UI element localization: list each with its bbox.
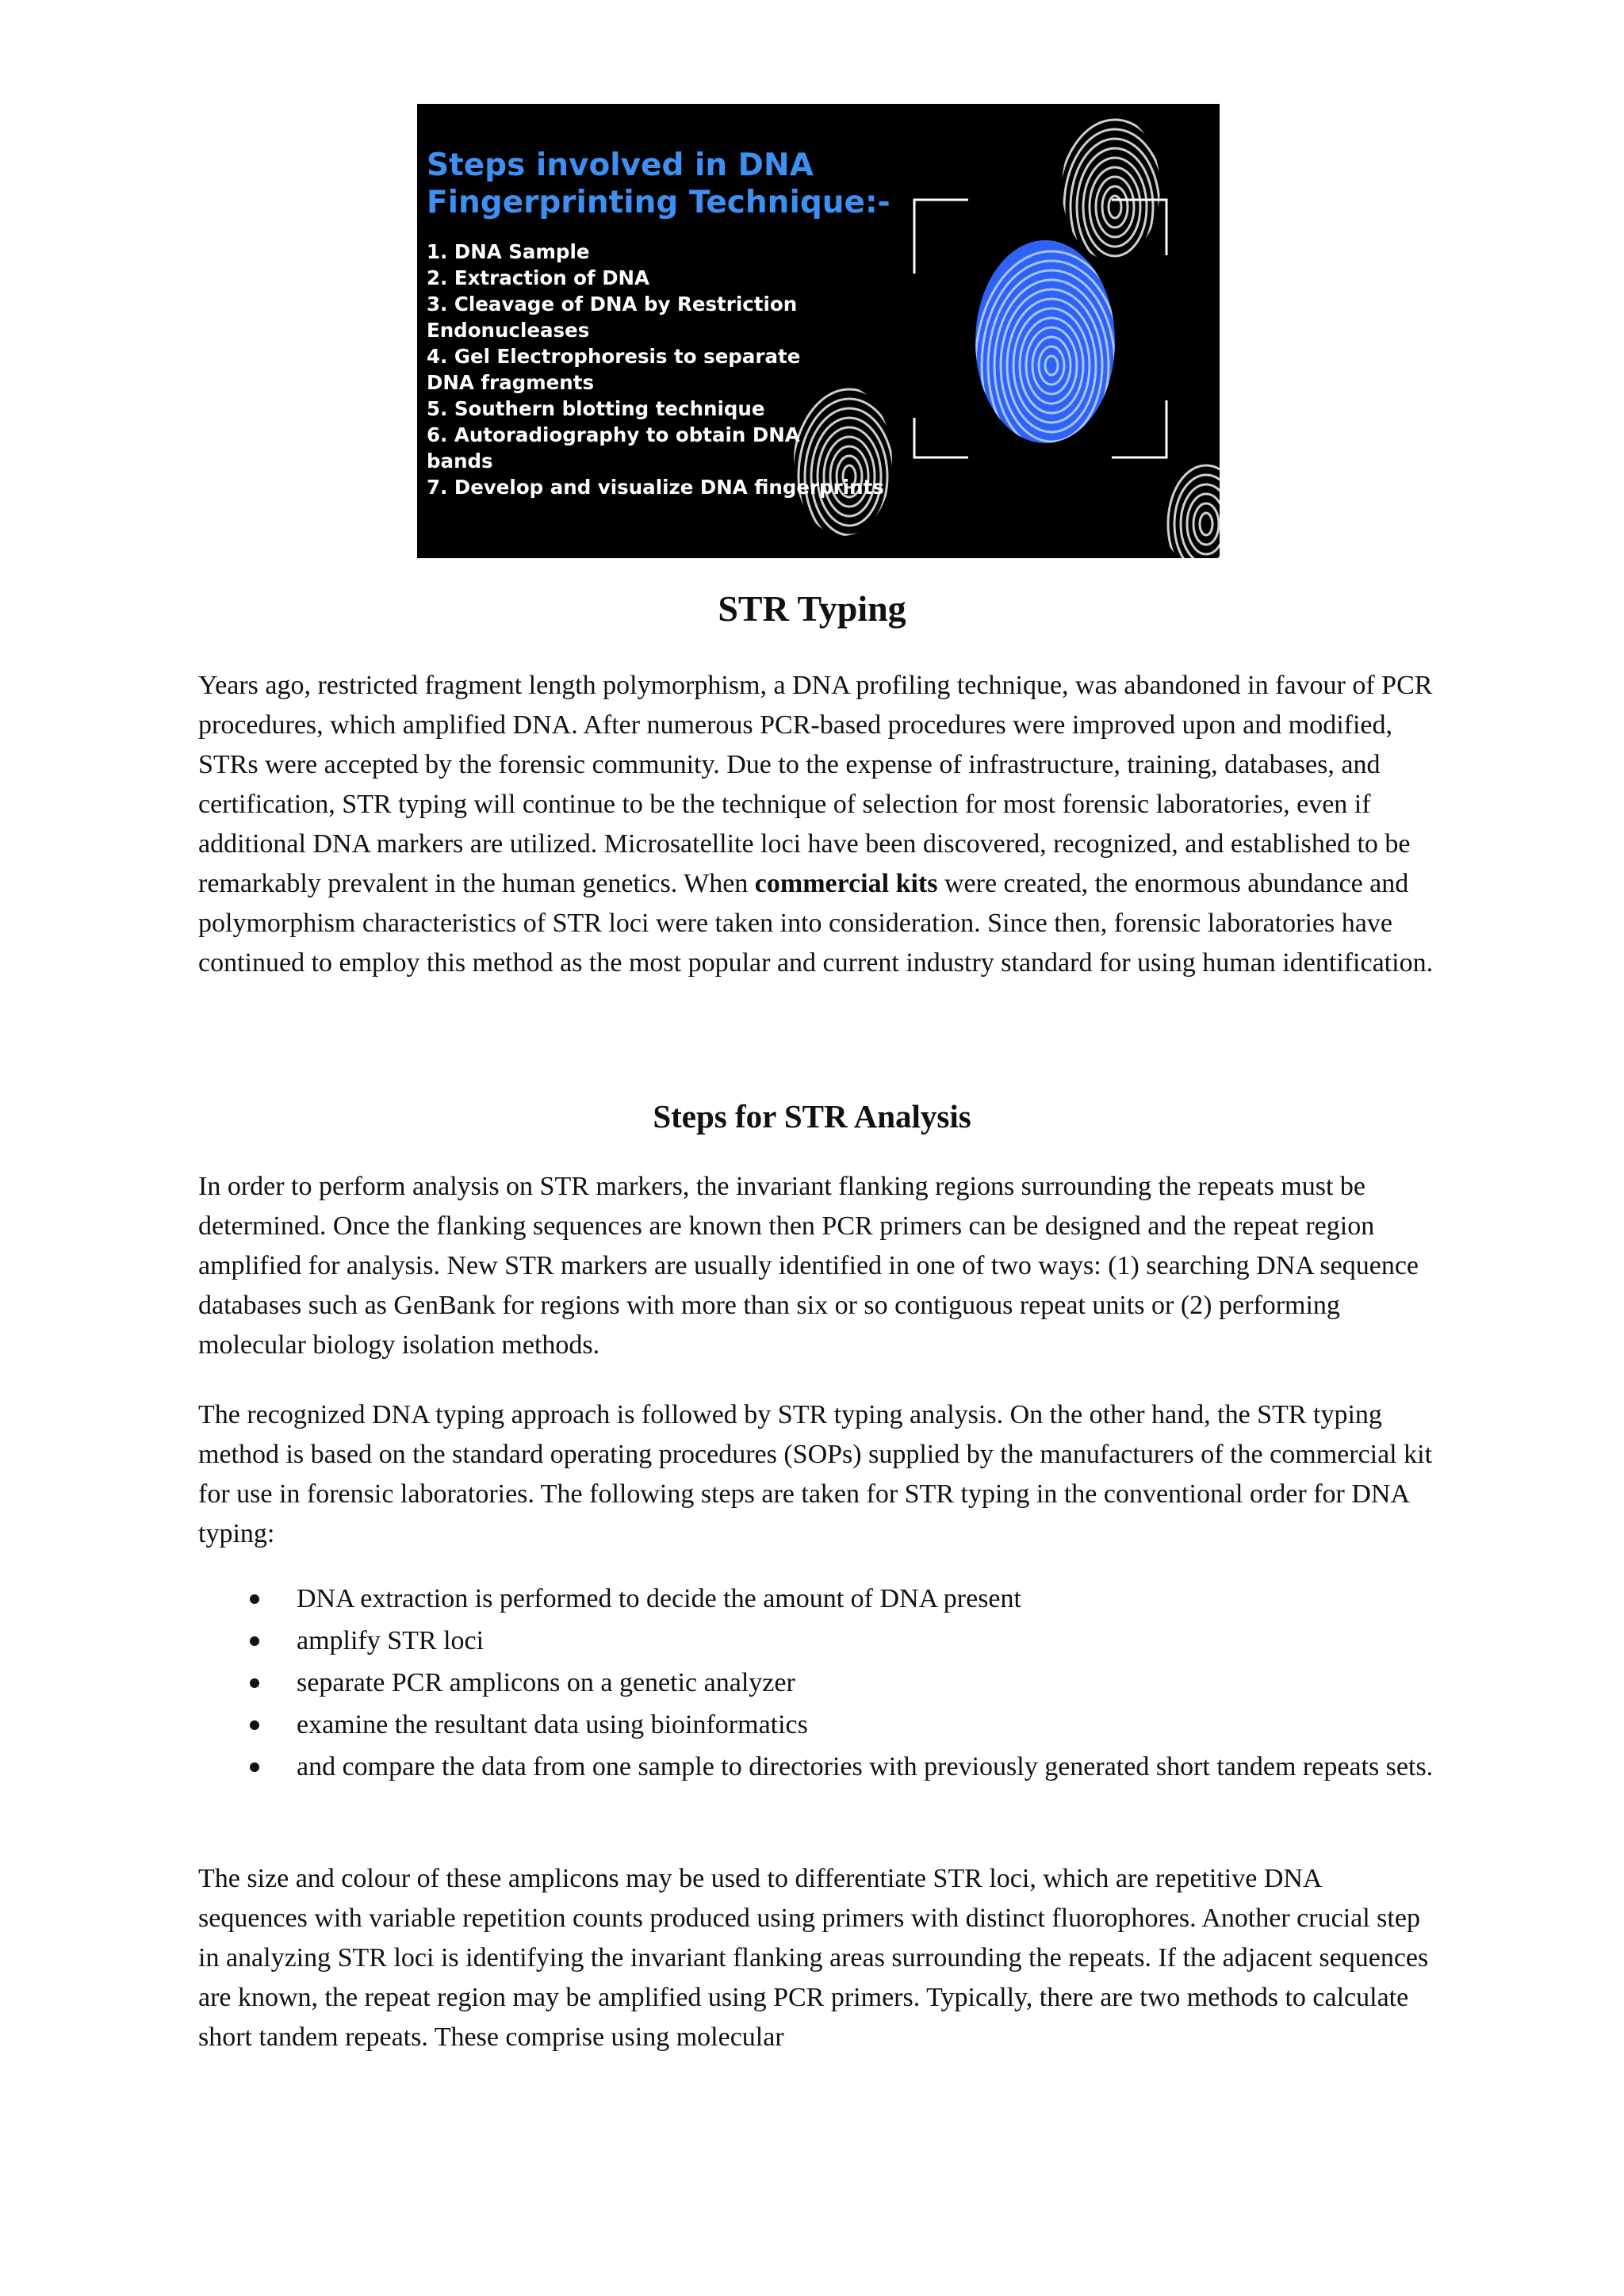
analysis-paragraph-2: The recognized DNA typing approach is followed by STR typing analysis. On the other hand, the STR typing method is based on the standard operating procedures (SOPs) supplied by the manufacturers of the commercial kit for use in forensic laboratories. The following steps are taken for STR typing in the conventional order for DNA typing: (198, 1400, 1433, 1548)
banner-title-line: Steps involved in DNA (427, 147, 814, 183)
gray-fingerprint-icon (1168, 465, 1220, 558)
banner-title (427, 147, 891, 221)
list-item-text: examine the resultant data using bioinformatics (297, 1710, 808, 1739)
str-typing-heading: STR Typing (718, 588, 906, 629)
banner-step: 4. Gel Electrophoresis to separate (427, 345, 801, 368)
bullet-icon (250, 1720, 259, 1730)
analysis-paragraph-3: The size and colour of these amplicons may be used to differentiate STR loci, which are repetitive DNA sequences with variable repetition counts produced using primers with distinct fluorophores. Another crucial step in analyzing STR loci is identifying the invariant flanking areas surrounding the repeats. If the adjacent sequences are known, the repeat region may be amplified using PCR primers. Typically, there are two methods to calculate short tandem repeats. These comprise using molecular (198, 1864, 1429, 2052)
banner-step: DNA fragments (427, 371, 595, 394)
str-typing-paragraph (198, 666, 1435, 983)
list-item-text: and compare the data from one sample to directories with previously generated short tandem repeats sets. (297, 1752, 1434, 1781)
dna-fingerprinting-banner (417, 104, 1220, 558)
banner-steps-list (427, 239, 884, 500)
banner-title-line: Fingerprinting Technique:- (427, 185, 891, 220)
banner-step: 6. Autoradiography to obtain DNA (427, 423, 800, 446)
bullet-icon (250, 1678, 259, 1688)
banner-step: 1. DNA Sample (427, 240, 590, 263)
banner-step: 7. Develop and visualize DNA fingerprints (427, 476, 884, 499)
bullet-icon (250, 1636, 259, 1646)
bullet-icon (250, 1594, 259, 1604)
banner-step: 2. Extraction of DNA (427, 266, 650, 289)
banner-step: 5. Southern blotting technique (427, 397, 765, 420)
banner-step: Endonucleases (427, 319, 590, 342)
list-item (198, 1621, 1435, 1661)
paragraph-text: were created, the enormous abundance and polymorphism characteristics of STR loci were taken into consideration. Since then, forensic laboratories have continued to employ this method as the most popular and current industry standard for using human identification. (198, 869, 1434, 978)
list-item (198, 1579, 1435, 1619)
list-item-text: DNA extraction is performed to decide the amount of DNA present (297, 1584, 1021, 1613)
str-steps-list (198, 1579, 1435, 1789)
banner-step: bands (427, 450, 493, 473)
blue-fingerprint-icon (975, 240, 1128, 480)
analysis-paragraph-1: In order to perform analysis on STR markers, the invariant flanking regions surrounding the repeats must be determined. Once the flanking sequences are known then PCR primers can be designed and the repeat region amplified for analysis. New STR markers are usually identified in one of two ways: (1) searching DNA sequence databases such as GenBank for regions with more than six or so contiguous repeat units or (2) performing molecular biology isolation methods. (198, 1172, 1419, 1360)
list-item (198, 1663, 1435, 1703)
banner-step: 3. Cleavage of DNA by Restriction (427, 293, 798, 316)
commercial-kits-bold: commercial kits (754, 869, 938, 898)
list-item (198, 1747, 1435, 1787)
paragraph-text: Years ago, restricted fragment length polymorphism, a DNA profiling technique, was abandoned in favour of PCR procedures, which amplified DNA. After numerous PCR-based procedures were improved upon and modified, STRs were accepted by the forensic community. Due to the expense of infrastructure, training, databases, and certification, STR typing will continue to be the technique of selection for most forensic laboratories, even if additional DNA markers are utilized. Microsatellite loci have been discovered, recognized, and established to be remarkably prevalent in the human genetics. When (198, 671, 1433, 898)
list-item-text: amplify STR loci (297, 1626, 485, 1655)
bullet-icon (250, 1762, 259, 1772)
list-item (198, 1705, 1435, 1745)
list-item-text: separate PCR amplicons on a genetic analyzer (297, 1668, 795, 1697)
steps-analysis-heading: Steps for STR Analysis (653, 1098, 971, 1135)
